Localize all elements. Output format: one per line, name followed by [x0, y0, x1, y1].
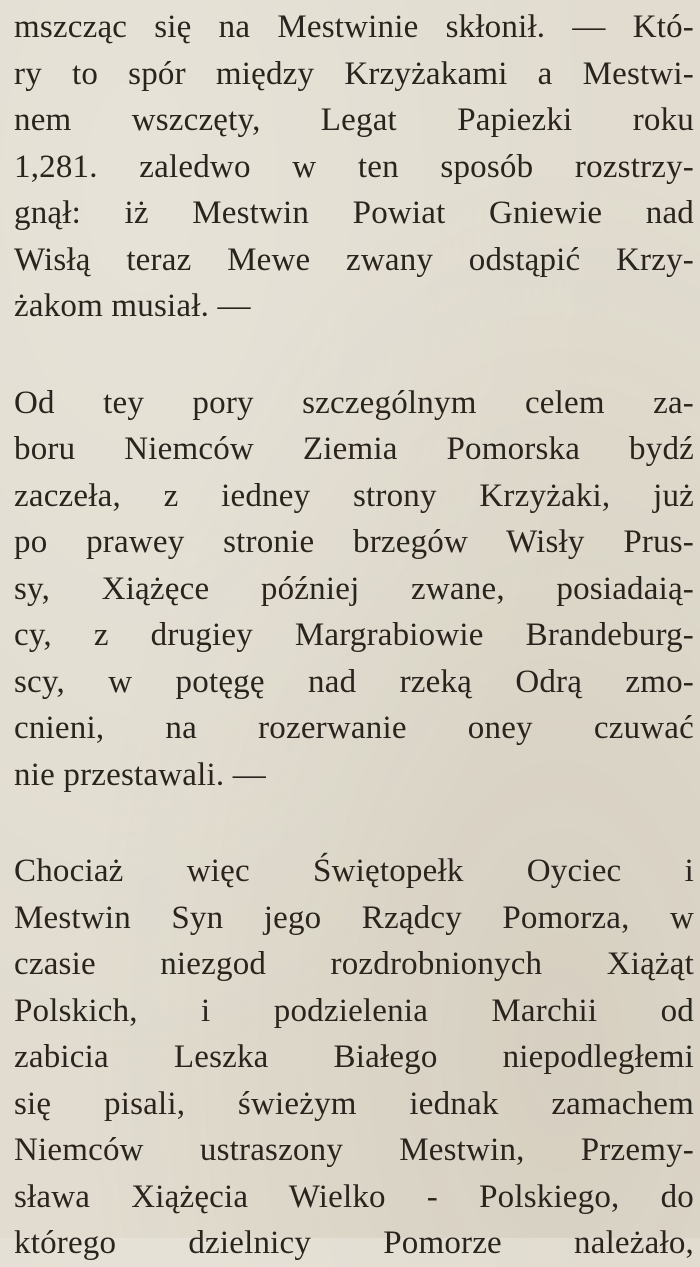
text-line: Chociaż więc Świętopełk Oyciec i	[14, 853, 694, 889]
text-line: Mestwin Syn jego Rządcy Pomorza, w	[14, 899, 694, 936]
text-line: żakom musiał. —	[14, 288, 251, 324]
text-line: Polskich, i podzielenia Marchii od	[14, 992, 694, 1029]
text-line: Niemców ustraszony Mestwin, Przemy-	[14, 1132, 694, 1168]
text-line: którego dzielnicy Pomorze należało,	[14, 1225, 694, 1261]
text-line: czasie niezgod rozdrobnionych Xiążąt	[14, 946, 694, 982]
text-line: cnieni, na rozerwanie oney czuwać	[14, 710, 694, 746]
paragraph-1	[14, 4, 694, 330]
text-line: zabicia Leszka Białego niepodległemi	[14, 1039, 694, 1075]
text-line: gnął: iż Mestwin Powiat Gniewie nad	[14, 195, 694, 231]
text-line: boru Niemców Ziemia Pomorska bydź	[14, 431, 694, 467]
text-line: scy, w potęgę nad rzeką Odrą zmo-	[14, 663, 694, 700]
paragraph-3	[14, 848, 694, 1267]
text-line: Od tey pory szczególnym celem za-	[14, 384, 694, 421]
text-line: się pisali, świeżym iednak zamachem	[14, 1085, 694, 1122]
text-line: sy, Xiążęce później zwane, posiadaią-	[14, 570, 694, 607]
text-line: nem wszczęty, Legat Papiezki roku	[14, 102, 694, 138]
text-line: 1,281. zaledwo w ten sposób rozstrzy-	[14, 148, 694, 185]
text-line: nie przestawali. —	[14, 756, 266, 793]
text-line: zaczeła, z iedney strony Krzyżaki, już	[14, 477, 694, 514]
text-line: po prawey stronie brzegów Wisły Prus-	[14, 524, 694, 560]
text-line: ry to spór między Krzyżakami a Mestwi-	[14, 55, 694, 92]
text-line: Wisłą teraz Mewe zwany odstąpić Krzy-	[14, 241, 694, 278]
paragraph-2	[14, 380, 694, 799]
text-line: mszcząc się na Mestwinie skłonił. — Któ-	[14, 9, 694, 45]
text-line: cy, z drugiey Margrabiowie Brandeburg-	[14, 617, 694, 653]
text-line: sława Xiążęcia Wielko - Polskiego, do	[14, 1178, 694, 1215]
